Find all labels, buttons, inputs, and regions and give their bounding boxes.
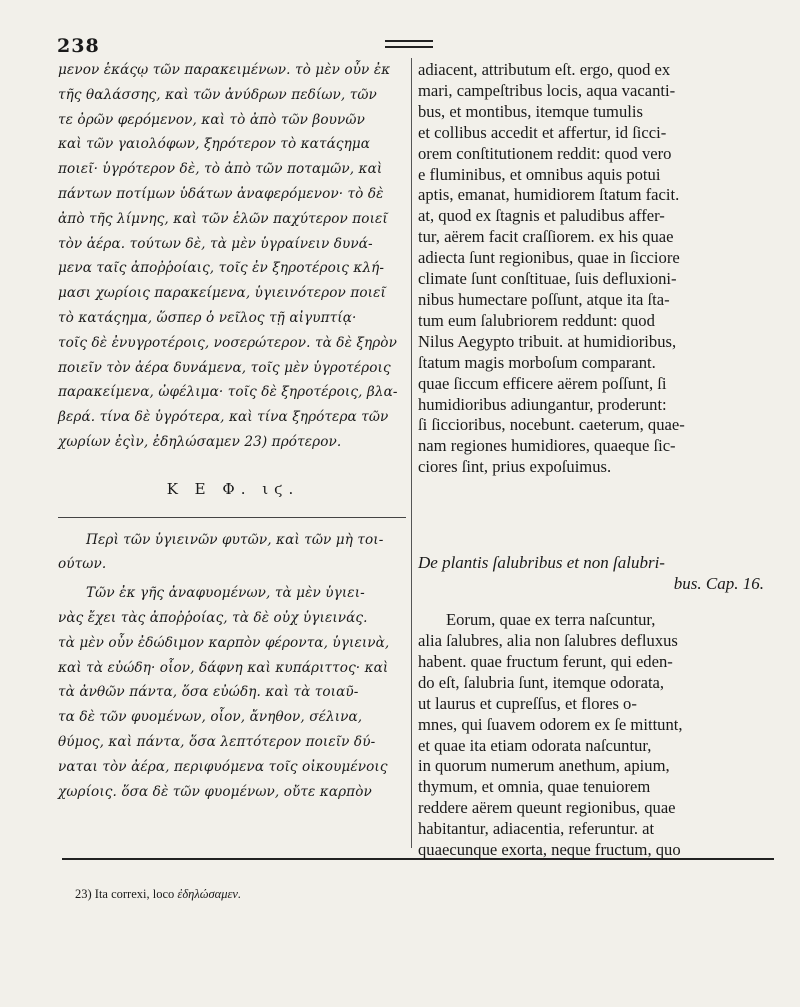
text-line: τὰ ἀνθῶν πάντα, ὅσα εὐώδη. καὶ τὰ τοιαῦ- <box>58 684 359 701</box>
text-line: τὸν ἀέρα. τούτων δὲ, τὰ μὲν ὑγραίνειν δυνά- <box>58 235 373 252</box>
text-line: πάντων ποτίμων ὑδάτων ἀναφερόμενον· τὸ δὲ <box>58 185 384 202</box>
latin-section-title <box>418 552 764 594</box>
text-line: habitantur, adiacentia, referuntur. at <box>418 819 655 839</box>
text-line: μενα ταῖς ἀποῤῥοίαις, τοῖς ἐν ξηροτέροις κλή- <box>58 260 385 277</box>
text-line: παρακείμενα, ὠφέλιμα· τοῖς δὲ ξηροτέροις, βλα- <box>58 384 398 401</box>
text-line: χωρίοις. ὅσα δὲ τῶν φυομένων, οὔτε καρπὸν <box>58 783 372 800</box>
text-line: ut laurus et cupreſſus, et flores o- <box>418 693 637 713</box>
text-line: μασι χωρίοις παρακείμενα, ὑγιεινότερον ποιεῖ <box>58 285 386 302</box>
text-line: aptis, emanat, humidiorem ſtatum facit. <box>418 185 680 205</box>
footnote-greek: ἐδηλώσαμεν. <box>177 887 242 901</box>
text-line: adiecta ſunt regionibus, quae in ſicciore <box>418 248 680 268</box>
text-line: τὸ κατάςημα, ὥσπερ ὁ νεῖλος τῇ αἰγυπτίᾳ· <box>58 309 357 326</box>
text-line: καὶ τῶν γαιολόφων, ξηρότερον τὸ κατάςημα <box>58 136 371 153</box>
greek-subtitle <box>58 528 408 578</box>
footnote-text: 23) Ita correxi, loco <box>75 887 175 901</box>
text-line: Τῶν ἐκ γῆς ἀναφυομένων, τὰ μὲν ὑγιει- <box>86 585 365 602</box>
footnote <box>75 887 241 902</box>
text-line: reddere aërem queunt regionibus, quae <box>418 798 676 818</box>
chapter-heading: Κ Ε Φ. ιϛ. <box>166 479 300 498</box>
text-line: ποιεῖ· ὑγρότερον δὲ, τὸ ἀπὸ τῶν ποταμῶν, καὶ <box>58 161 383 178</box>
text-line: μενον ἑκάςῳ τῶν παρακειμένων. τὸ μὲν οὖν ἐκ <box>58 62 391 78</box>
text-line: βερά. τίνα δὲ ὑγρότερα, καὶ τίνα ξηρότερα τῶν <box>58 409 389 426</box>
latin-text-bottom <box>418 610 764 861</box>
text-line: ſi ſiccioribus, nocebunt. caeterum, quae- <box>418 415 685 435</box>
text-line: bus, et montibus, itemque tumulis <box>418 101 643 121</box>
text-line: tum eum ſalubriorem reddunt: quod <box>418 310 655 330</box>
greek-heading-rule <box>58 517 406 518</box>
text-line: νὰς ἔχει τὰς ἀποῤῥοίας, τὰ δὲ οὐχ ὑγιεινάς. <box>58 609 368 626</box>
text-line: quaecunque exorta, neque fructum, quo <box>418 840 681 860</box>
column-divider <box>411 58 412 848</box>
text-line: τὰ μὲν οὖν ἐδώδιμον καρπὸν φέροντα, ὑγιεινὰ, <box>58 634 390 651</box>
text-line: ἀπὸ τῆς λίμνης, καὶ τῶν ἑλῶν παχύτερον ποιεῖ <box>58 210 388 227</box>
greek-column <box>58 58 408 804</box>
text-line: θύμος, καὶ πάντα, ὅσα λεπτότερον ποιεῖν δύ- <box>58 733 376 750</box>
page-number: 238 <box>57 35 100 57</box>
text-line: do eſt, ſalubria ſunt, itemque odorata, <box>418 672 665 692</box>
latin-column <box>418 60 764 861</box>
text-line: e fluminibus, et omnibus aquis potui <box>418 164 661 184</box>
text-line: adiacent, attributum eſt. ergo, quod ex <box>418 60 671 79</box>
text-line: Nilus Aegypto tribuit. at humidioribus, <box>418 331 677 351</box>
text-line: thymum, et omnia, quae tenuiorem <box>418 777 651 797</box>
text-line: climate ſunt conſtituae, ſuis defluxioni- <box>418 269 677 289</box>
footnote-rule <box>62 858 774 860</box>
text-line: in quorum numerum anethum, apium, <box>418 756 670 776</box>
text-line: mnes, qui ſuavem odorem ex ſe mittunt, <box>418 714 683 734</box>
text-line: alia ſalubres, alia non ſalubres defluxus <box>418 631 678 651</box>
text-line: ναται τὸν ἀέρα, περιφυόμενα τοῖς οἰκουμένοις <box>58 758 388 775</box>
text-line: ποιεῖν τὸν ἀέρα δυνάμενα, τοῖς μὲν ὑγροτέροις <box>58 359 391 376</box>
text-line: et quae ita etiam odorata naſcuntur, <box>418 735 652 755</box>
text-line: Eorum, quae ex terra naſcuntur, <box>446 610 656 630</box>
top-ornament-rule <box>385 40 433 48</box>
text-line: καὶ τὰ εὐώδη· οἷον, δάφνη καὶ κυπάριττος· καὶ <box>58 659 389 676</box>
text-line: habent. quae fructum ferunt, qui eden- <box>418 651 673 671</box>
text-line: τοῖς δὲ ἐνυγροτέροις, νοσερώτερον. τὰ δὲ ξηρὸν <box>58 334 397 351</box>
text-line: mari, campeſtribus locis, aqua vacanti- <box>418 80 676 100</box>
text-line: nibus humectare poſſunt, atque ita ſta- <box>418 289 670 309</box>
text-line: humidioribus adiungantur, proderunt: <box>418 394 667 414</box>
text-line: τῆς θαλάσσης, καὶ τῶν ἀνύδρων πεδίων, τῶν <box>58 86 377 103</box>
latin-title-line1: De plantis ſalubribus et non ſalubri- <box>418 553 665 573</box>
text-line: tur, aërem facit craſſiorem. ex his quae <box>418 227 674 247</box>
text-line: τε ὀρῶν φερόμενον, καὶ τὸ ἀπὸ τῶν βουνῶν <box>58 111 365 128</box>
greek-text-top <box>58 58 408 455</box>
latin-title-line2: bus. Cap. 16. <box>673 574 764 594</box>
text-line: orem conſtitutionem reddit: quod vero <box>418 143 672 163</box>
text-line: χωρίων ἐςὶν, ἐδηλώσαμεν 23) πρότερον. <box>58 433 342 450</box>
text-line: τα δὲ τῶν φυομένων, οἷον, ἄνηθον, σέλινα, <box>58 709 363 726</box>
text-line: at, quod ex ſtagnis et paludibus affer- <box>418 206 665 226</box>
greek-text-bottom <box>58 581 408 804</box>
text-line: et collibus accedit et affertur, id ſicci- <box>418 122 667 142</box>
text-line: ſtatum magis morboſum comparant. <box>418 352 656 372</box>
text-line: ciores ſint, prius expoſuimus. <box>418 457 612 477</box>
text-line: nam regiones humidiores, quaeque ſic- <box>418 436 676 456</box>
text-line: Περὶ τῶν ὑγιεινῶν φυτῶν, καὶ τῶν μὴ τοι- <box>86 531 384 548</box>
latin-text-top <box>418 60 764 478</box>
text-line: ούτων. <box>58 556 107 573</box>
text-line: quae ſiccum efficere aërem poſſunt, ſi <box>418 373 667 393</box>
